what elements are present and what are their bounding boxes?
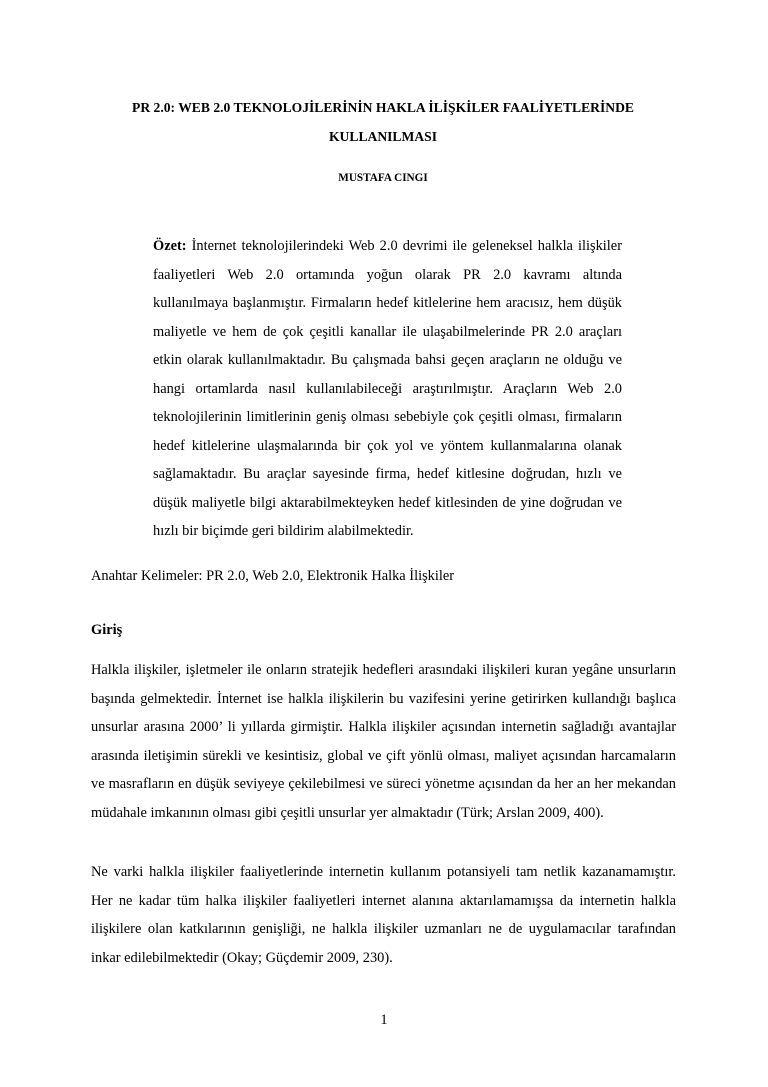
section-heading: Giriş [91,622,123,638]
body-paragraph-1: Halkla ilişkiler, işletmeler ile onların stratejik hedefleri arasındaki ilişkileri kuran yegâne unsurların başında gelmektedir. İnternet ise halkla ilişkilerin bu vazifesini yerine getirirken kullandığı başlıca unsurlar arasına 2000’ li yıllarda girmiştir. Halkla ilişkiler açısından internetin sağladığı avantajlar arasında iletişimin sürekli ve kesintisiz, global ve çift yönlü olması, maliyet açısından harcamaların ve masrafların en düşük seviyeye çekilebilmesi ve süreci yönetme açısından da her an her mekandan müdahale imkanının olması gibi çeşitli unsurlar yer almaktadır (Türk; Arslan 2009, 400). [91,662,676,821]
title-line-1: PR 2.0: WEB 2.0 TEKNOLOJİLERİNİN HAKLA İLİŞKİLER FAALİYETLERİNDE [132,100,634,115]
body-paragraph-2: Ne varki halkla ilişkiler faaliyetlerinde internetin kullanım potansiyeli tam netlik kazanamamıştır. Her ne kadar tüm halka ilişkiler faaliyetleri internet alanına aktarılamamışsa da internetin halkla ilişkilere olan katkılarının genişliği, ne halkla ilişkiler uzmanları ne de uygulamacılar tarafından inkar edilebilmektedir (Okay; Güçdemir 2009, 230). [91,864,676,966]
abstract-block [153,232,622,546]
abstract-text: İnternet teknolojilerindeki Web 2.0 devrimi ile geleneksel halkla ilişkiler faaliyetleri Web 2.0 ortamında yoğun olarak PR 2.0 kavramı altında kullanılmaya başlanmıştır. Firmaların hedef kitlelerine hem aracısız, hem düşük maliyetle ve hem de çok çeşitli kanallar ile ulaşabilmelerinde PR 2.0 araçları etkin olarak kullanılmaktadır. Bu çalışmada bahsi geçen araçların ne olduğu ve hangi ortamlarda nasıl kullanılabileceği araştırılmıştır. Araçların Web 2.0 teknolojilerinin limitlerinin geniş olması sebebiyle çok çeşitli olması, firmaların hedef kitlelerine ulaşmalarında bir çok yol ve yöntem kullanmalarına olanak sağlamaktadır. Bu araçlar sayesinde firma, hedef kitlesine doğrudan, hızlı ve düşük maliyetle bilgi aktarabilmekteyken hedef kitlesinden de yine doğrudan ve hızlı bir biçimde geri bildirim alabilmektedir. [153,238,622,540]
page-number: 1 [380,1012,388,1028]
paper-title [88,93,678,151]
title-line-2: KULLANILMASI [328,129,437,144]
keywords-line: Anahtar Kelimeler: PR 2.0, Web 2.0, Elektronik Halka İlişkiler [91,568,455,584]
abstract-label: Özet: [153,238,187,254]
author-name: MUSTAFA CINGI [338,172,428,184]
